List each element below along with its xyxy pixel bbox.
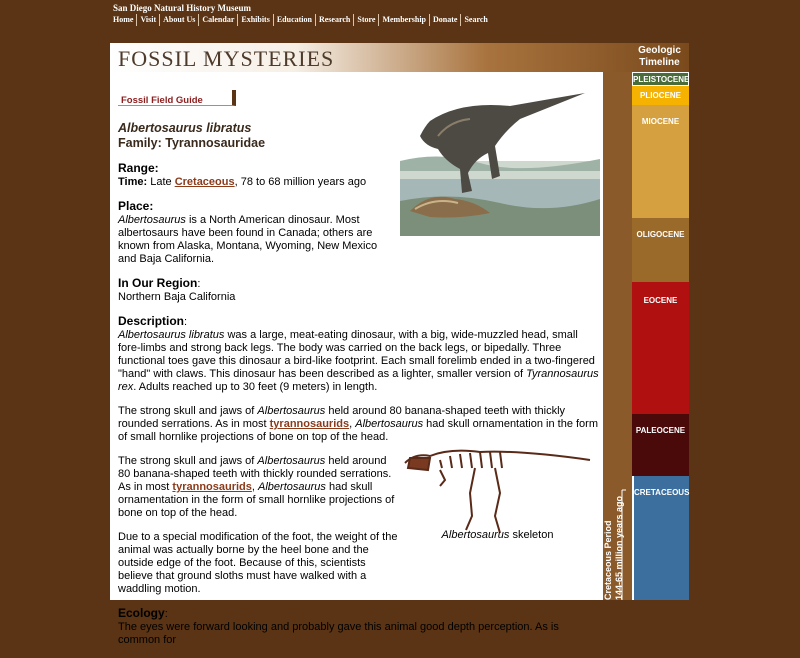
- nav-about-us[interactable]: About Us: [160, 14, 199, 26]
- era-paleocene[interactable]: PALEOCENE: [632, 414, 689, 476]
- header-band: [110, 43, 689, 72]
- region-text: Northern Baja California: [118, 291, 236, 303]
- geologic-timeline: [630, 43, 689, 600]
- era-cretaceous[interactable]: CRETACEOUS: [632, 476, 689, 600]
- era-pliocene[interactable]: PLIOCENE: [632, 86, 689, 105]
- place-text: is a North American dinosaur. Most albertosaurs have been found in Canada; others are known from Alaska, Montana, Wyoming, New Mexico and Baja California.: [118, 214, 378, 265]
- page-title: FOSSIL MYSTERIES: [118, 46, 335, 71]
- skull-paragraph: The strong skull and jaws of Albertosaurus held around 80 banana-shaped teeth with thickly rounded serrations. As in most tyrannosaurids, Albertosaurus had skull ornamentation in the form of small hornlike projections of bone on top of the head.: [118, 405, 598, 443]
- era-pleistocene[interactable]: PLEISTOCENE: [632, 72, 689, 86]
- species-family: Family: Tyrannosauridae: [118, 136, 266, 150]
- nav-visit[interactable]: Visit: [137, 14, 160, 26]
- article-content: Albertosaurus libratus Family: Tyrannosauridae Range: Time: Late Cretaceous, 78 to 68 million years ago Place: Albertosaurus is a North American dinosaur. Most albertosaurs have been found in Canada; others are known from Alaska, Montana, Wyoming, New Mexico and Baja California. In Our Region: Northern Baja California Description: Albertosaurus libratus was a large, meat-eating dinosaur, with a big, wide-muzzled head, small fore-limbs and strong back legs. The body was carried on the back legs, or bipedally. Three functional toes gave this dinosaur a bird-like footprint. Each small forelimb ended in a two-fingered "hand" with claws. This dinosaur has been described as a lighter, smaller version of Tyrannosaurus rex. Adults reached up to 30 feet (9 meters) in length. The strong skull and jaws of Albertosaurus held around 80 banana-shaped teeth with thickly rounded serrations. As in most tyrannosaurids, Albertosaurus had skull ornamentation in the form of small hornlike projections of bone on top of the head. The strong skull and jaws of Albertosaurus held around 80 banana-shaped teeth with thickly rounded serrations. As in most tyrannosaurids, Albertosaurus had skull ornamentation in the form of small hornlike projections of bone on top of the head. Due to a special modification of the foot, the weight of the animal was actually borne by the heel bone and the outside edge of the foot. Because of this, scientists believe that ground sloths must have walked with a waddling motion. Ecology: The eyes were forward looking and probably gave this animal good depth perception. As is common for: [118, 121, 599, 646]
- timeline-title: Geologic Timeline: [638, 45, 681, 68]
- nav-store[interactable]: Store: [354, 14, 379, 26]
- era-miocene[interactable]: MIOCENE: [632, 105, 689, 218]
- top-bar: [0, 0, 800, 30]
- cretaceous-period-name: Cretaceous Period: [603, 520, 613, 600]
- main-nav: [110, 14, 491, 26]
- cretaceous-period-range: 144-65 million years ago: [614, 495, 624, 600]
- era-oligocene[interactable]: OLIGOCENE: [632, 218, 689, 282]
- species-name: Albertosaurus libratus: [118, 121, 252, 135]
- foot-paragraph: Due to a special modification of the foot, the weight of the animal was actually borne by the heel bone and the outside edge of the foot. Because of this, scientists believe that ground sloths must have walked with a waddling motion.: [118, 531, 398, 595]
- nav-calendar[interactable]: Calendar: [199, 14, 238, 26]
- ecology-heading: Ecology: [118, 606, 165, 620]
- tyrannosaurids-link-2[interactable]: tyrannosaurids: [172, 481, 252, 493]
- era-eocene[interactable]: EOCENE: [632, 282, 689, 414]
- place-heading: Place:: [118, 199, 154, 213]
- tyrannosaurids-link-1[interactable]: tyrannosaurids: [269, 418, 350, 430]
- nav-exhibits[interactable]: Exhibits: [238, 14, 273, 26]
- nav-search[interactable]: Search: [464, 15, 488, 24]
- skull-paragraph-repeat: The strong skull and jaws of Albertosaurus held around 80 banana-shaped teeth with thickly rounded serrations. As in most tyrannosaurids, Albertosaurus had skull ornamentation in the form of small hornlike projections of bone on top of the head.: [118, 455, 395, 519]
- field-guide-tab[interactable]: [118, 90, 236, 106]
- site-title[interactable]: San Diego Natural History Museum: [113, 3, 251, 13]
- region-heading: In Our Region: [118, 276, 198, 290]
- range-heading: Range:: [118, 161, 159, 175]
- nav-donate[interactable]: Donate: [430, 14, 461, 26]
- nav-research[interactable]: Research: [316, 14, 354, 26]
- description-heading: Description: [118, 314, 185, 328]
- cretaceous-period-label: [598, 470, 632, 600]
- time-label: Time:: [118, 176, 148, 188]
- skeleton-caption: Albertosaurus skeleton: [441, 529, 554, 541]
- ecology-text: The eyes were forward looking and probably gave this animal good depth perception. As is common for: [118, 621, 559, 646]
- nav-education[interactable]: Education: [274, 14, 316, 26]
- cretaceous-link[interactable]: Cretaceous: [174, 176, 235, 188]
- field-guide-label: Fossil Field Guide: [121, 95, 203, 106]
- nav-membership[interactable]: Membership: [379, 14, 430, 26]
- nav-home[interactable]: Home: [110, 14, 137, 26]
